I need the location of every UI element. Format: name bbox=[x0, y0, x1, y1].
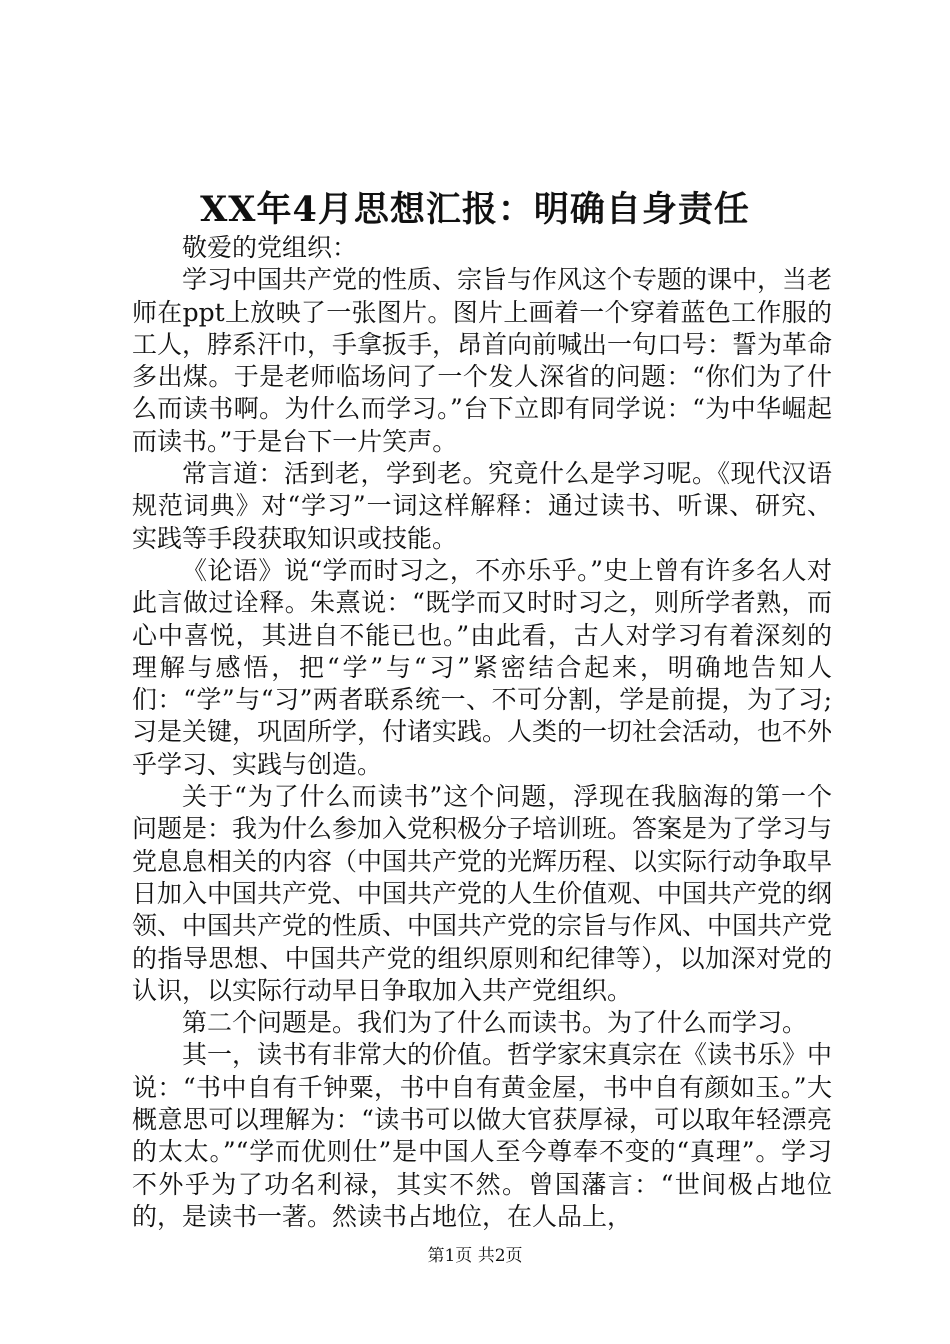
paragraph: 第二个问题是。我们为了什么而读书。为了什么而学习。 bbox=[182, 1008, 808, 1038]
paragraph: 《论语》说“学而时习之，不亦乐乎。”史上曾有许多名人对此言做过诠释。朱熹说：“既学而又时时习之，则所学者熟，而心中喜悦，其进自不能已也。”由此看，古人对学习有着深刻的理解与感悟，把“学”与“习”紧密结合起来，明确地告知人们：“学”与“习”两者联系统一、不可分割，学是前提，为了习;习是关键，巩固所学，付诸实践。人类的一切社会活动，也不外乎学习、实践与创造。 bbox=[132, 555, 833, 779]
paragraph: 常言道：活到老，学到老。究竟什么是学习呢。《现代汉语规范词典》对“学习”一词这样解释：通过读书、听课、研究、实践等手段获取知识或技能。 bbox=[132, 459, 832, 553]
salutation: 敬爱的党组织： bbox=[182, 233, 358, 262]
document-body bbox=[132, 232, 832, 1233]
paragraph: 关于“为了什么而读书”这个问题，浮现在我脑海的第一个问题是：我为什么参加入党积极分子培训班。答案是为了学习与党息息相关的内容（中国共产党的光辉历程、以实际行动争取早日加入中国共产党、中国共产党的人生价值观、中国共产党的纲领、中国共产党的性质、中国共产党的宗旨与作风、中国共产党的指导思想、中国共产党的组织原则和纪律等），以加深对党的认识，以实际行动早日争取加入共产党组织。 bbox=[132, 782, 833, 1005]
paragraph: 其一，读书有非常大的价值。哲学家宋真宗在《读书乐》中说：“书中自有千钟粟，书中自有黄金屋，书中自有颜如玉。”大概意思可以理解为：“读书可以做大官获厚禄，可以取年轻漂亮的太太。”“学而优则仕”是中国人至今尊奉不变的“真理”。学习不外乎为了功名利禄，其实不然。曾国藩言：“世间极占地位的，是读书一著。然读书占地位，在人品上， bbox=[132, 1040, 833, 1231]
paragraph: 学习中国共产党的性质、宗旨与作风这个专题的课中，当老师在ppt上放映了一张图片。图片上画着一个穿着蓝色工作服的工人，脖系汗巾，手拿扳手，昂首向前喊出一句口号：誓为革命多出煤。于是老师临场问了一个发人深省的问题：“你们为了什么而读书啊。为什么而学习。”台下立即有同学说：“为中华崛起而读书。”于是台下一片笑声。 bbox=[132, 265, 833, 456]
document-title: XX年4月思想汇报：明确自身责任 bbox=[200, 189, 750, 230]
page-number-footer: 第1页 共2页 bbox=[427, 1246, 523, 1266]
